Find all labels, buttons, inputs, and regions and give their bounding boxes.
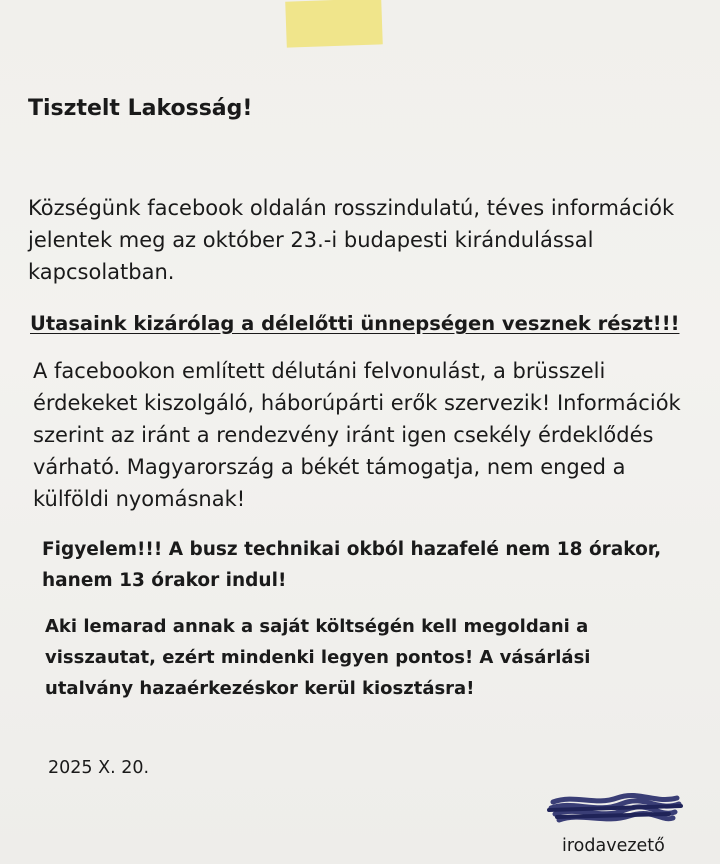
adhesive-tape — [285, 0, 383, 48]
note-line: visszautat, ezért mindenki legyen pontos! A vásárlási — [45, 647, 591, 668]
body-line: várható. Magyarország a békét támogatja, nem enged a — [33, 455, 626, 479]
intro-line: Községünk facebook oldalán rosszindulatú, téves információk — [28, 196, 675, 220]
attention-line: hanem 13 órakor indul! — [42, 570, 287, 591]
notice-date: 2025 X. 20. — [48, 758, 150, 778]
notice-title: Tisztelt Lakosság! — [28, 96, 253, 121]
body-paragraph — [33, 355, 681, 515]
note-paragraph — [45, 611, 590, 704]
body-line: érdekeket kiszolgáló, háborúpárti erők szervezik! Információk — [33, 391, 681, 415]
body-line: szerint az iránt a rendezvény iránt igen csekély érdeklődés — [33, 423, 654, 447]
redacted-signature-scribble — [545, 790, 685, 832]
intro-line: kapcsolatban. — [28, 260, 175, 284]
intro-paragraph — [28, 192, 674, 288]
note-line: Aki lemarad annak a saját költségén kell megoldani a — [45, 616, 589, 637]
attention-line: Figyelem!!! A busz technikai okból hazafelé nem 18 órakor, — [42, 539, 662, 560]
note-line: utalvány hazaérkezéskor kerül kiosztásra! — [45, 678, 475, 699]
attention-paragraph — [42, 534, 661, 596]
signer-role: irodavezető — [562, 836, 665, 856]
body-line: A facebookon említett délutáni felvonulást, a brüsszeli — [33, 359, 606, 383]
headline-underlined: Utasaink kizárólag a délelőtti ünnepségen vesznek részt!!! — [30, 312, 680, 335]
intro-line: jelentek meg az október 23.-i budapesti kirándulással — [28, 228, 594, 252]
body-line: külföldi nyomásnak! — [33, 487, 246, 511]
